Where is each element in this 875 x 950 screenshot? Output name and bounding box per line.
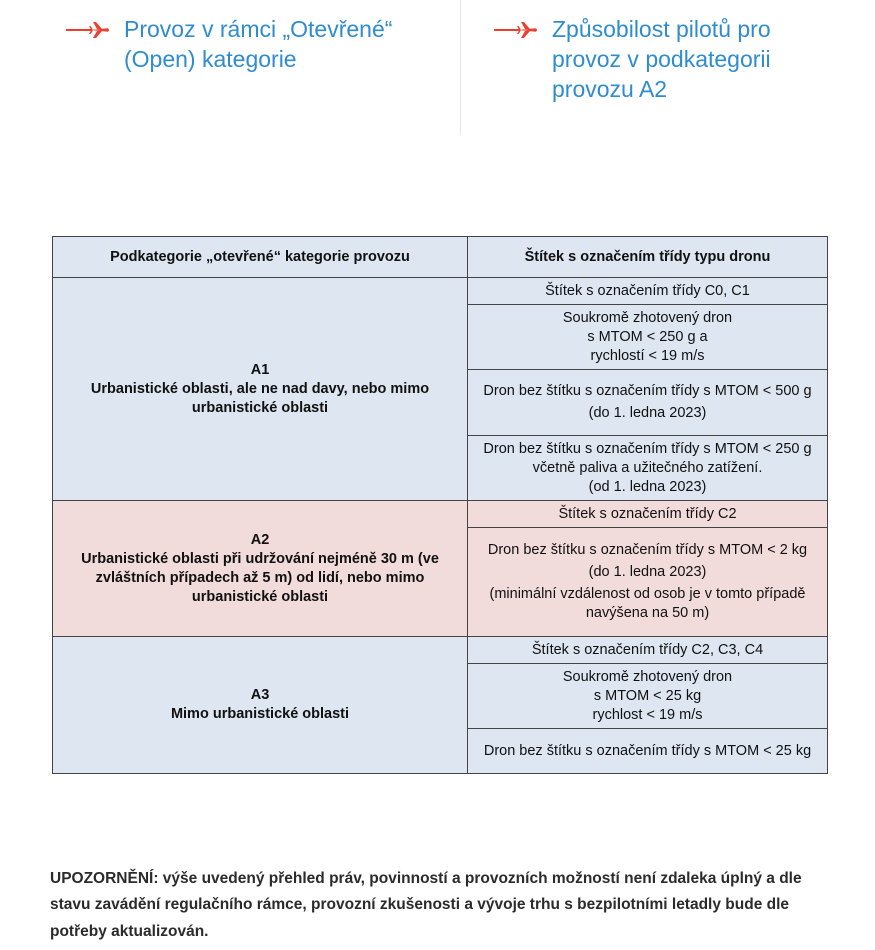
label-text: rychlostí < 19 m/s (590, 347, 705, 364)
plane-arrow-icon (494, 15, 538, 45)
table-row (53, 278, 828, 305)
next-article-label: Způsobilost pilotů pro provoz v podkategorii provozu A2 (552, 16, 771, 102)
disclaimer-notice (50, 866, 840, 946)
table-header-row (53, 237, 828, 278)
label-cell (468, 370, 828, 436)
header-subcategory: Podkategorie „otevřené“ kategorie provozu (53, 237, 468, 278)
label-text: Soukromě zhotovený dron (562, 309, 733, 326)
subcategory-code: A1 (250, 361, 270, 378)
label-text: Dron bez štítku s označením třídy s MTOM < 25 kg (483, 742, 812, 759)
prev-article-link[interactable] (66, 14, 426, 74)
label-cell (468, 501, 828, 528)
label-text: Dron bez štítku s označením třídy s MTOM < 2 kg (487, 542, 808, 558)
subcategory-a1-cell (53, 278, 468, 501)
label-text: Dron bez štítku s označením třídy s MTOM < 250 g včetně paliva a užitečného zatížení. (483, 440, 812, 476)
label-cell (468, 528, 828, 637)
subcategory-a2-cell (53, 501, 468, 637)
label-cell (468, 278, 828, 305)
subcategory-description: Mimo urbanistické oblasti (170, 706, 350, 722)
label-cell (468, 729, 828, 774)
subcategory-code: A3 (250, 687, 270, 703)
table-row (53, 501, 828, 528)
label-cell (468, 637, 828, 664)
related-articles-nav (0, 0, 875, 135)
table-row (53, 637, 828, 664)
label-cell (468, 664, 828, 729)
subcategory-a3-cell (53, 637, 468, 774)
notice-label: UPOZORNĚNÍ: (50, 869, 159, 887)
subcategory-table (52, 236, 828, 774)
label-cell (468, 305, 828, 370)
label-text: rychlost < 19 m/s (592, 706, 703, 723)
label-text: (do 1. ledna 2023) (588, 405, 707, 421)
label-cell (468, 436, 828, 501)
subcategory-code: A2 (250, 531, 270, 548)
label-text: s MTOM < 25 kg (593, 687, 702, 704)
label-text: Dron bez štítku s označením třídy s MTOM < 500 g (483, 383, 812, 399)
notice-text: výše uvedený přehled práv, povinností a provozních možností není zdaleka úplný a dle stavu zavádění regulačního rámce, provozní zkušenosti a vývoje trhu s bezpilotními letadly bude dle potřeby aktualizován. (50, 869, 802, 940)
label-text: Štítek s označením třídy C2, C3, C4 (531, 641, 764, 658)
header-class-label: Štítek s označením třídy typu dronu (468, 237, 828, 278)
label-text: (do 1. ledna 2023) (588, 564, 707, 580)
subcategory-description: Urbanistické oblasti při udržování nejméně 30 m (ve zvláštních případech až 5 m) od lidí, nebo mimo urbanistické oblasti (81, 550, 439, 605)
label-text: Štítek s označením třídy C2 (558, 505, 737, 522)
label-text: s MTOM < 250 g a (587, 328, 708, 345)
prev-article-label: Provoz v rámci „Otevřené“ (Open) kategorie (124, 16, 393, 72)
next-article-link[interactable] (494, 14, 824, 104)
nav-divider (460, 0, 461, 135)
plane-arrow-icon (66, 15, 110, 45)
subcategory-description: Urbanistické oblasti, ale ne nad davy, nebo mimo urbanistické oblasti (90, 380, 430, 416)
label-text: (od 1. ledna 2023) (588, 478, 707, 495)
label-text: Soukromě zhotovený dron (562, 668, 733, 685)
label-text: (minimální vzdálenost od osob je v tomto případě navýšena na 50 m) (489, 586, 806, 621)
label-text: Štítek s označením třídy C0, C1 (545, 282, 750, 299)
